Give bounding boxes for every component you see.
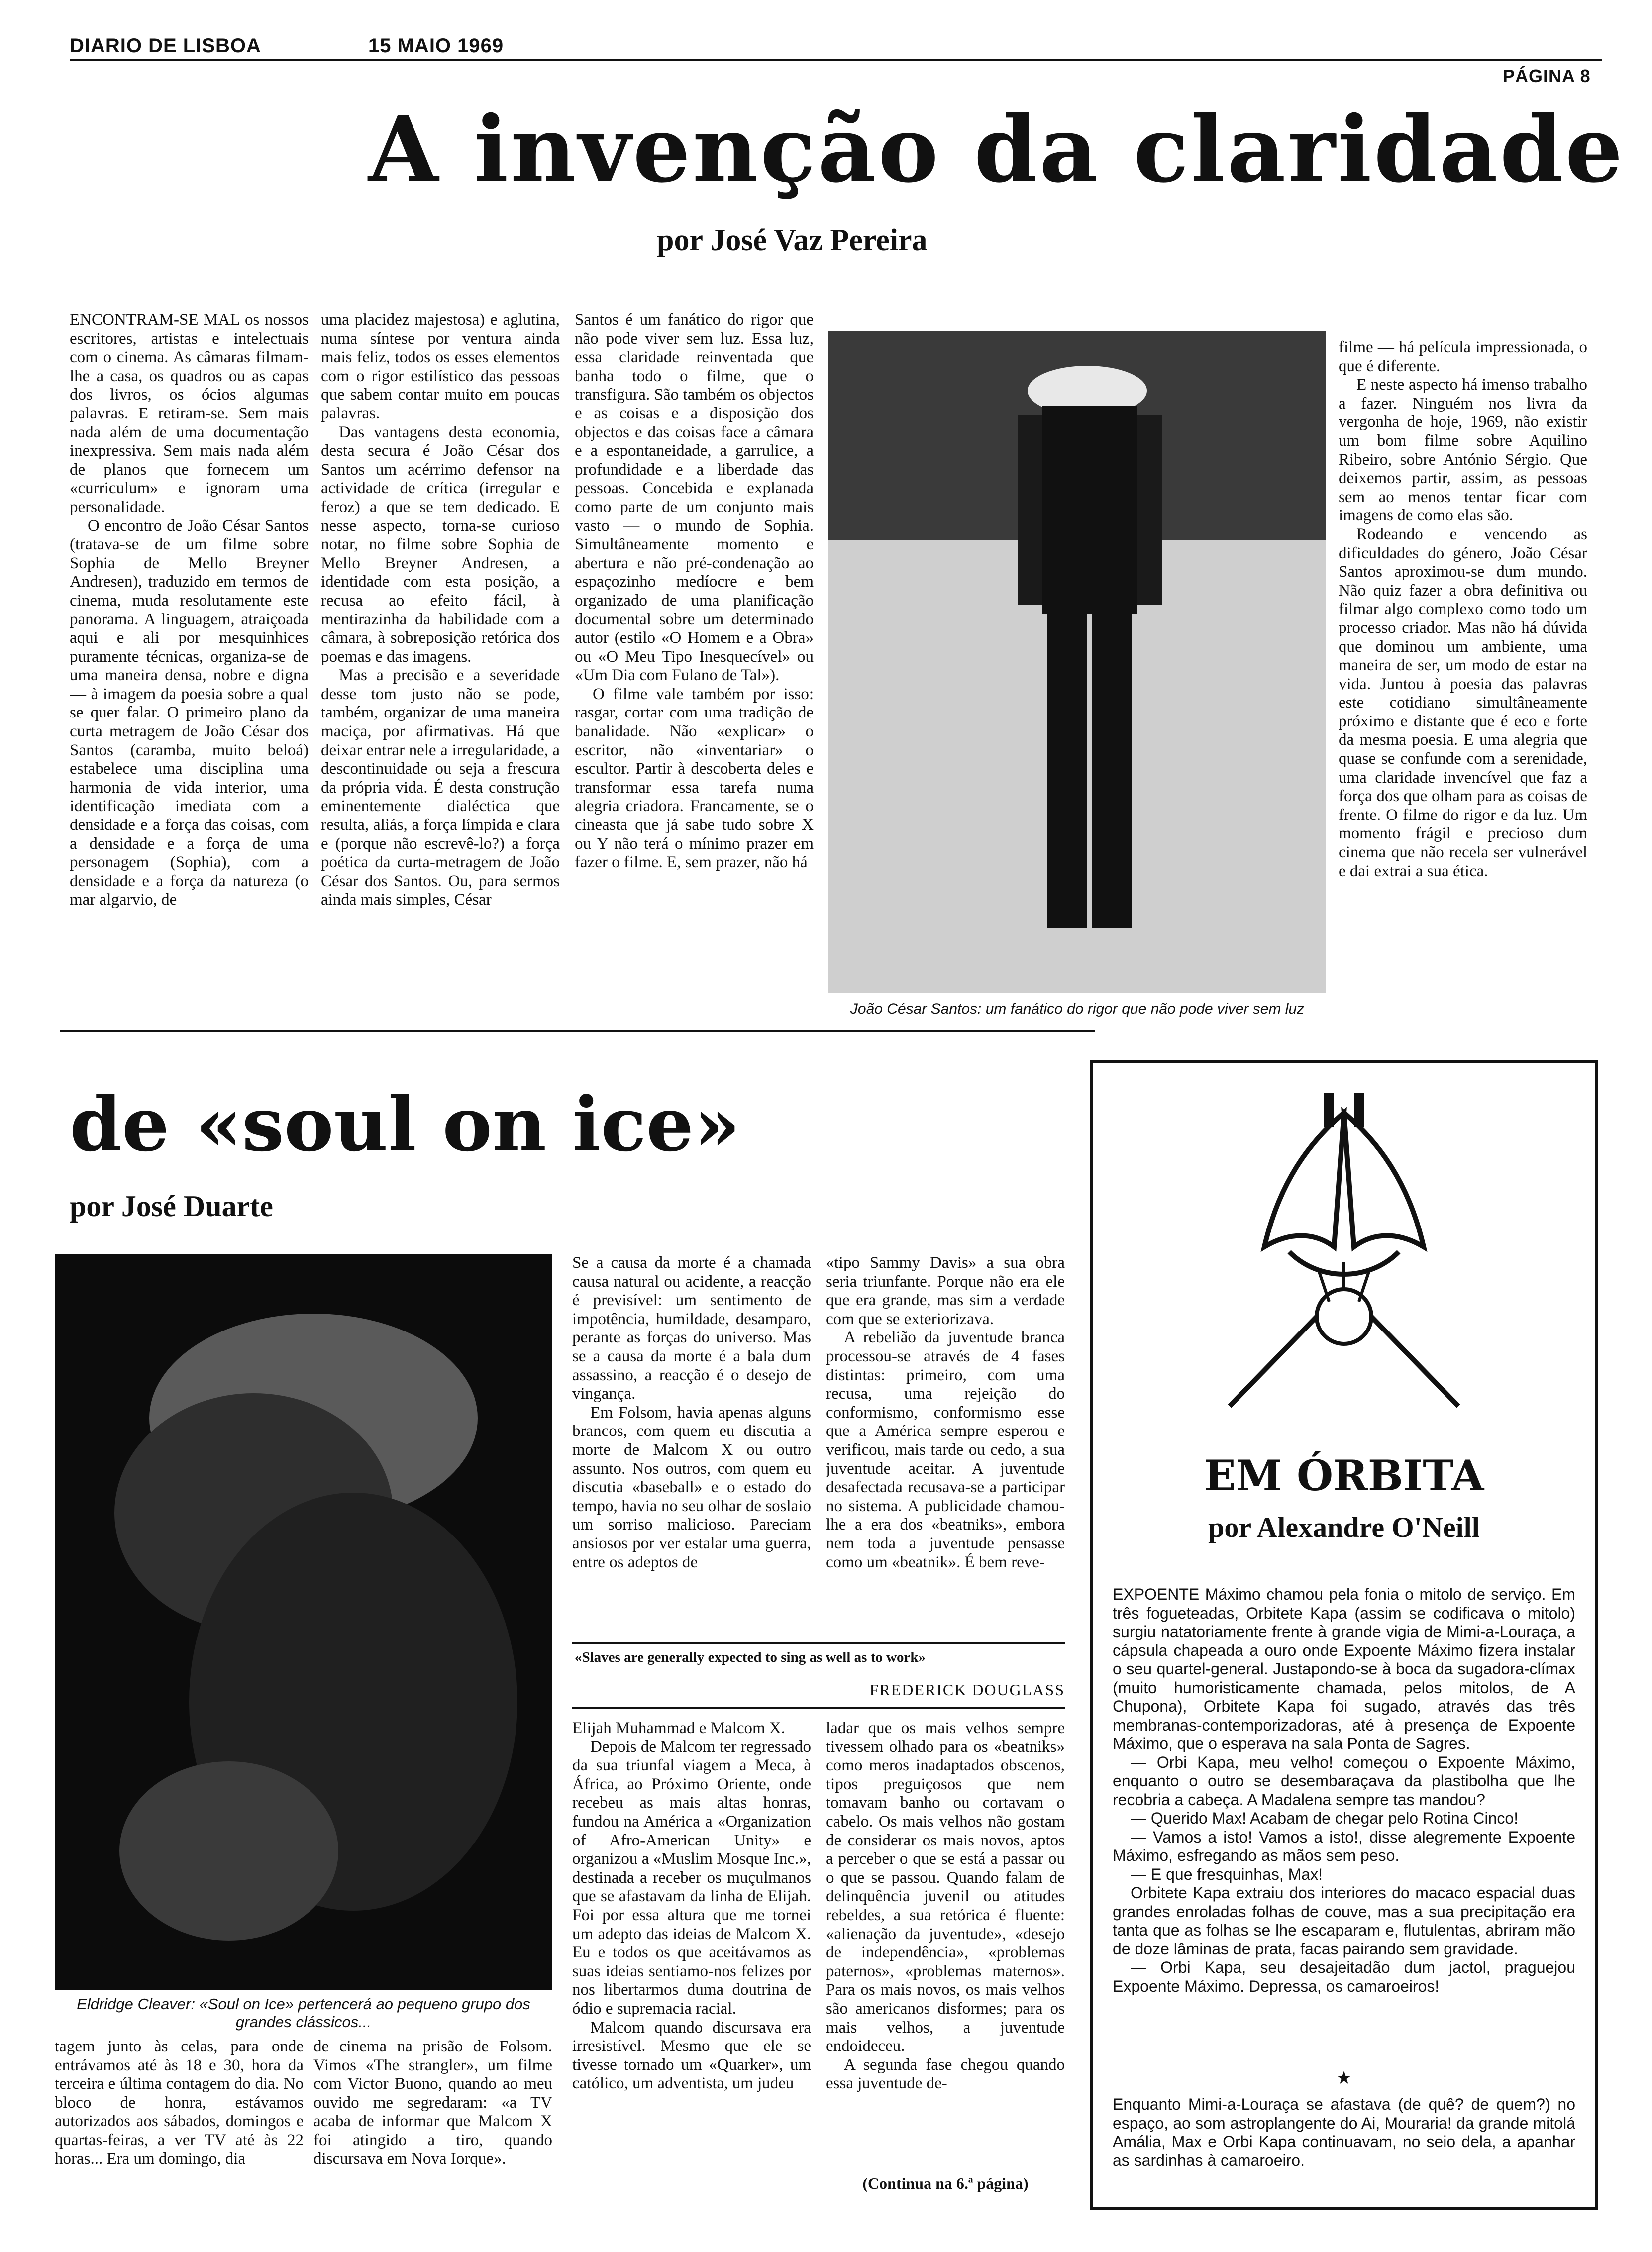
photo-caption: João César Santos: um fanático do rigor que não pode viver sem luz <box>850 1001 1305 1017</box>
paragraph: Elijah Muhammad e Malcom X. <box>572 1719 785 1737</box>
paragraph: E neste aspecto há imenso trabalho a fazer. Ninguém nos livra da vergonha de hoje, 1969, não existir um bom filme sobre Aquilino Ribeiro, sobre António Sérgio. Que deixemos partir, assim, as pessoas sem ao menos tentar ficar com imagens de como elas são. <box>1339 376 1587 525</box>
column-title: EM ÓRBITA <box>1204 1451 1484 1500</box>
article-byline: por José Duarte <box>70 1190 273 1223</box>
paragraph: uma placidez majestosa) e aglutina, numa síntese por ventura ainda mais feliz, todos os esses elementos com o rigor estilístico das pessoas que sabem contar muito em poucas palavras. <box>321 311 560 422</box>
paragraph: tagem junto às celas, para onde entrávamos até às 18 e 30, hora da terceira e última contagem do dia. No bloco de honra, estávamos autorizados aos sábados, domingos e quartas-feiras, a ver TV até às 22 horas... Era um domingo, dia <box>55 2038 304 2168</box>
paragraph: Se a causa da morte é a chamada causa natural ou acidente, a reacção é previsível: um sentimento de impotência, humildade, desamparo, perante as forças do universo. Mas se a causa da morte é a bala dum assassino, a reacção é o desejo de vingança. <box>572 1254 811 1403</box>
article-photo <box>828 331 1326 993</box>
column-box <box>1090 1060 1598 2210</box>
page-number: PÁGINA 8 <box>1503 66 1591 86</box>
angel-icon <box>1220 1083 1468 1431</box>
section-rule <box>60 1030 1095 1032</box>
article-column-1 <box>70 311 309 1023</box>
paragraph: Depois de Malcom ter regressado da sua triunfal viagem a Meca, à África, ao Próximo Oriente, onde recebeu as mais altas honras, fundou na América a «Organization of Afro-American Unity» e organizou a «Muslim Mosque Inc.», destinada a receber os muçulmanos que se afastavam da linha de Elijah. Foi por essa altura que me tornei um adepto das ideias de Malcom X. Eu e todos os que aceitávamos as suas ideias sentiamo-nos felizes por nos libertarmos duma doutrina de ódio e supremacia racial. <box>572 1738 811 2018</box>
paragraph: A segunda fase chegou quando essa juventude de- <box>826 2055 1065 2093</box>
article-column <box>313 2038 552 2202</box>
article-column-2 <box>321 311 560 1023</box>
paragraph: — Orbi Kapa, seu desajeitadão dum jactol, praguejou Expoente Máximo. Depressa, os camaroeiros! <box>1113 1958 1575 1995</box>
article-column <box>826 1254 1065 1632</box>
paragraph: filme — há película impressionada, o que é diferente. <box>1339 338 1587 375</box>
header-rule <box>70 59 1602 61</box>
angel-illustration <box>1220 1083 1468 1431</box>
issue-date: 15 MAIO 1969 <box>368 35 504 57</box>
paragraph: — Orbi Kapa, meu velho! começou o Expoente Máximo, enquanto o outro se desembaraçava da plastibolha que lhe recobria a cabeça. A Madalena sempre tas mandou? <box>1113 1753 1575 1809</box>
paragraph: Mas a precisão e a severidade desse tom justo não se pode, também, organizar de uma maneira maciça, por afirmativas. Há que deixar entrar nele a irregularidade, a descontinuidade ou seja a frescura da própria vida. É desta construção eminentemente dialéctica que resulta, aliás, a força límpida e clara e (porque não escrevê-lo?) a força poética da curta-metragem de João César dos Santos. Ou, para sermos ainda mais simples, César <box>321 666 560 909</box>
photo-image <box>55 1254 552 1990</box>
paragraph: Das vantagens desta economia, desta secura é João César dos Santos um acérrimo defensor na actividade de crítica (irregular e feroz) a que se tem dedicado. E nesse aspecto, torna-se curioso notar, no filme sobre Sophia de Mello Breyner Andresen, a identidade com esta posição, a recusa ao efeito fácil, à mentirazinha da habilidade com a câmara, à sobreposição retórica dos poemas e das imagens. <box>321 423 560 666</box>
article-column <box>55 2038 304 2202</box>
quote-author: FREDERICK DOUGLASS <box>869 1681 1065 1699</box>
photo-image <box>828 331 1326 993</box>
paragraph: O filme vale também por isso: rasgar, cortar com uma tradição de banalidade. Não «explicar» o escritor, não «inventariar» o escultor. Partir à descoberta deles e transformar essa tarefa numa alegria criadora. Francamente, se o cineasta que já sabe tudo sobre X ou Y não terá o mínimo prazer em fazer o filme. E, sem prazer, não há <box>575 685 814 872</box>
separator-star: ★ <box>1336 2068 1352 2088</box>
paragraph: de cinema na prisão de Folsom. Vimos «The strangler», um filme com Victor Buono, quando ao meu ouvido me segredaram: «a TV acaba de informar que Malcom X foi atingido a tiro, quando discursava em Nova Iorque». <box>313 2038 552 2168</box>
paragraph: — Querido Max! Acabam de chegar pelo Rotina Cinco! <box>1131 1809 1519 1827</box>
quote-rule <box>572 1642 1065 1644</box>
paragraph: ladar que os mais velhos sempre tivessem olhado para os «beatniks» como meros inadaptados obscenos, tipos preguiçosos que nem tomavam banho ou cortavam o cabelo. Os mais velhos não gostam de considerar os mais novos, aptos a perceber o que se está a passar ou o que se passou. Quando falam de delinquência juvenil ou atitudes rebeldes, a sua retórica é fluente: «alienação da juventude», «desejo de independência», «problemas paternos», «problemas maternos». Para os mais novos, os mais velhos são americanos disformes; para os mais velhos, a juventude endoideceu. <box>826 1719 1065 2055</box>
article-title: A invenção da claridade <box>368 96 1625 203</box>
paragraph: A rebelião da juventude branca processou-se através de 4 fases distintas: primeiro, com uma recusa, uma rejeição do conformismo, conformismo esse que a América sempre esperou e verificou, mais tarde ou cedo, a sua juventude aceitar. A juventude desafectada recusava-se a participar no sistema. A publicidade chamou-lhe a era dos «beatniks», embora nem toda a juventude pensasse como um «beatnik». É bem reve- <box>826 1329 1065 1571</box>
article-column <box>572 1719 811 2197</box>
column-body <box>1113 1585 1575 2063</box>
column-byline: por Alexandre O'Neill <box>1208 1511 1480 1543</box>
paragraph: Rodeando e vencendo as dificuldades do género, João César Santos aproximou-se dum mundo. Não quiz fazer a obra definitiva ou filmar algo complexo como todo um processo criador. Mas não há dúvida que dominou um ambiente, uma maneira de ser, um modo de estar na vida. Juntou à poesia das palavras este cotidiano simultâneamente próximo e distante que é eco e forte da mesma poesia. E uma alegria que quase se confunde com a serenidade, uma claridade invencível que faz a força dos que olham para as coisas de frente. O filme do rigor e da luz. Um momento frágil e precioso dum cinema que não recela ser vulnerável e dai extrai a sua ética. <box>1339 525 1587 880</box>
article-column-3 <box>575 311 814 1023</box>
paragraph: EXPOENTE Máximo chamou pela fonia o mitolo de serviço. Em três fogueteadas, Orbitete Kapa (assim se codificava o mitolo) surgiu natatoriamente frente à grande vigia de Mimi-a-Louraça, a cápsula chapeada a ouro onde Expoente Máximo fizera instalar o seu quartel-general. Justapondo-se à boca da sugadora-clímax (muito humoristicamente chamada, pelos mitolos, de A Chupona), Orbitete Kapa foi sugado, através das três membranas-contemporizadoras, até à presença de Expoente Máximo, que o esperava na sala Ponta de Sagres. <box>1113 1585 1575 1752</box>
paragraph: Santos é um fanático do rigor que não pode viver sem luz. Essa luz, essa claridade reinventada que banha todo o filme, que o transfigura. São também os objectos e as coisas e a disposição dos objectos e das coisas face a câmara e a espontaneidade, a garrulice, a profundidade e a liberdade das pessoas. Concebida e explanada como parte de um conjunto mais vasto — o mundo de Sophia. Simultâneamente momento e abertura e não pré-condenação ao espaçozinho medíocre e bem organizado de uma planificação documental sobre um determinado autor (estilo «O Homem e a Obra» ou «O Meu Tipo Inesquecível» ou «Um Dia com Fulano de Tal»). <box>575 311 814 685</box>
article-byline: por José Vaz Pereira <box>657 223 928 257</box>
article-column <box>572 1254 811 1632</box>
article-photo <box>55 1254 552 1990</box>
quote-rule <box>572 1707 1065 1709</box>
paragraph: — Vamos a isto! Vamos a isto!, disse alegremente Expoente Máximo, esfregando as mãos sem peso. <box>1113 1828 1575 1864</box>
photo-caption: Eldridge Cleaver: «Soul on Ice» pertencerá ao pequeno grupo dos grandes clássicos... <box>77 1995 530 2031</box>
pull-quote: «Slaves are generally expected to sing as well as to work» <box>575 1649 926 1665</box>
paragraph: Em Folsom, havia apenas alguns brancos, com quem eu discutia a morte de Malcom X ou outro assunto. Nos outros, com quem eu discutia «baseball» e o estado do tempo, havia no seu olhar de soslaio um sorriso malicioso. Pareciam ansiosos por ver estalar uma guerra, entre os adeptos de <box>572 1403 811 1571</box>
paragraph: O encontro de João César Santos (tratava-se de um filme sobre Sophia de Mello Breyner Andresen), traduzido em termos de cinema, muda resolutamente este panorama. A linguagem, atraiçoada aqui e ali por mesquinhices puramente técnicas, organiza-se de uma maneira densa, nobre e digna — à imagem da poesia sobre a qual se quer falar. O primeiro plano da curta metragem de João César dos Santos (caramba, muito beloá) estabelece uma disciplina uma harmonia de vida interior, uma identificação imediata com a densidade e a força das coisas, com a densidade e a força de uma personagem (Sophia), com a densidade e a força da natureza (o mar algarvio, de <box>70 516 309 909</box>
article-column-4 <box>1339 338 1587 1045</box>
paragraph: ENCONTRAM-SE MAL os nossos escritores, artistas e intelectuais com o cinema. As câmaras filmam-lhe a casa, os quadros ou as capas dos livros, os ócios algumas palavras. E retiram-se. Sem mais nada além de uma documentação inexpressiva. Sem mais nada além de planos que fornecem um «curriculum» e ignoram uma personalidade. <box>70 311 309 516</box>
paragraph: «tipo Sammy Davis» a sua obra seria triunfante. Porque não era ele que era grande, mas sim a verdade com que se exteriorizava. <box>826 1254 1065 1328</box>
article-column <box>826 1719 1065 2167</box>
newspaper-name: DIARIO DE LISBOA <box>70 35 261 57</box>
continued-note: (Continua na 6.ª página) <box>862 2174 1029 2192</box>
paragraph: Malcom quando discursava era irresistível. Mesmo que ele se tivesse tornado um «Quarker», um católico, um adventista, um judeu <box>572 2018 811 2093</box>
paragraph: Enquanto Mimi-a-Louraça se afastava (de quê? de quem?) no espaço, ao som astroplangente do Ai, Mouraria! da grande mitolá Amália, Max e Orbi Kapa continuavam, no seio dela, a apanhar as sardinhas à camaroeiro. <box>1113 2095 1575 2169</box>
article-title: de «soul on ice» <box>70 1081 740 1168</box>
paragraph: — E que fresquinhas, Max! <box>1131 1865 1323 1883</box>
paragraph: Orbitete Kapa extraiu dos interiores do macaco espacial duas grandes enroladas folhas de couve, mas a sua precipitação era tanta que as folhas se lhe escaparam e, flutulentas, abriram mão de doze lâminas de prata, facas pairando sem gravidade. <box>1113 1884 1575 1958</box>
column-closing <box>1113 2095 1575 2195</box>
